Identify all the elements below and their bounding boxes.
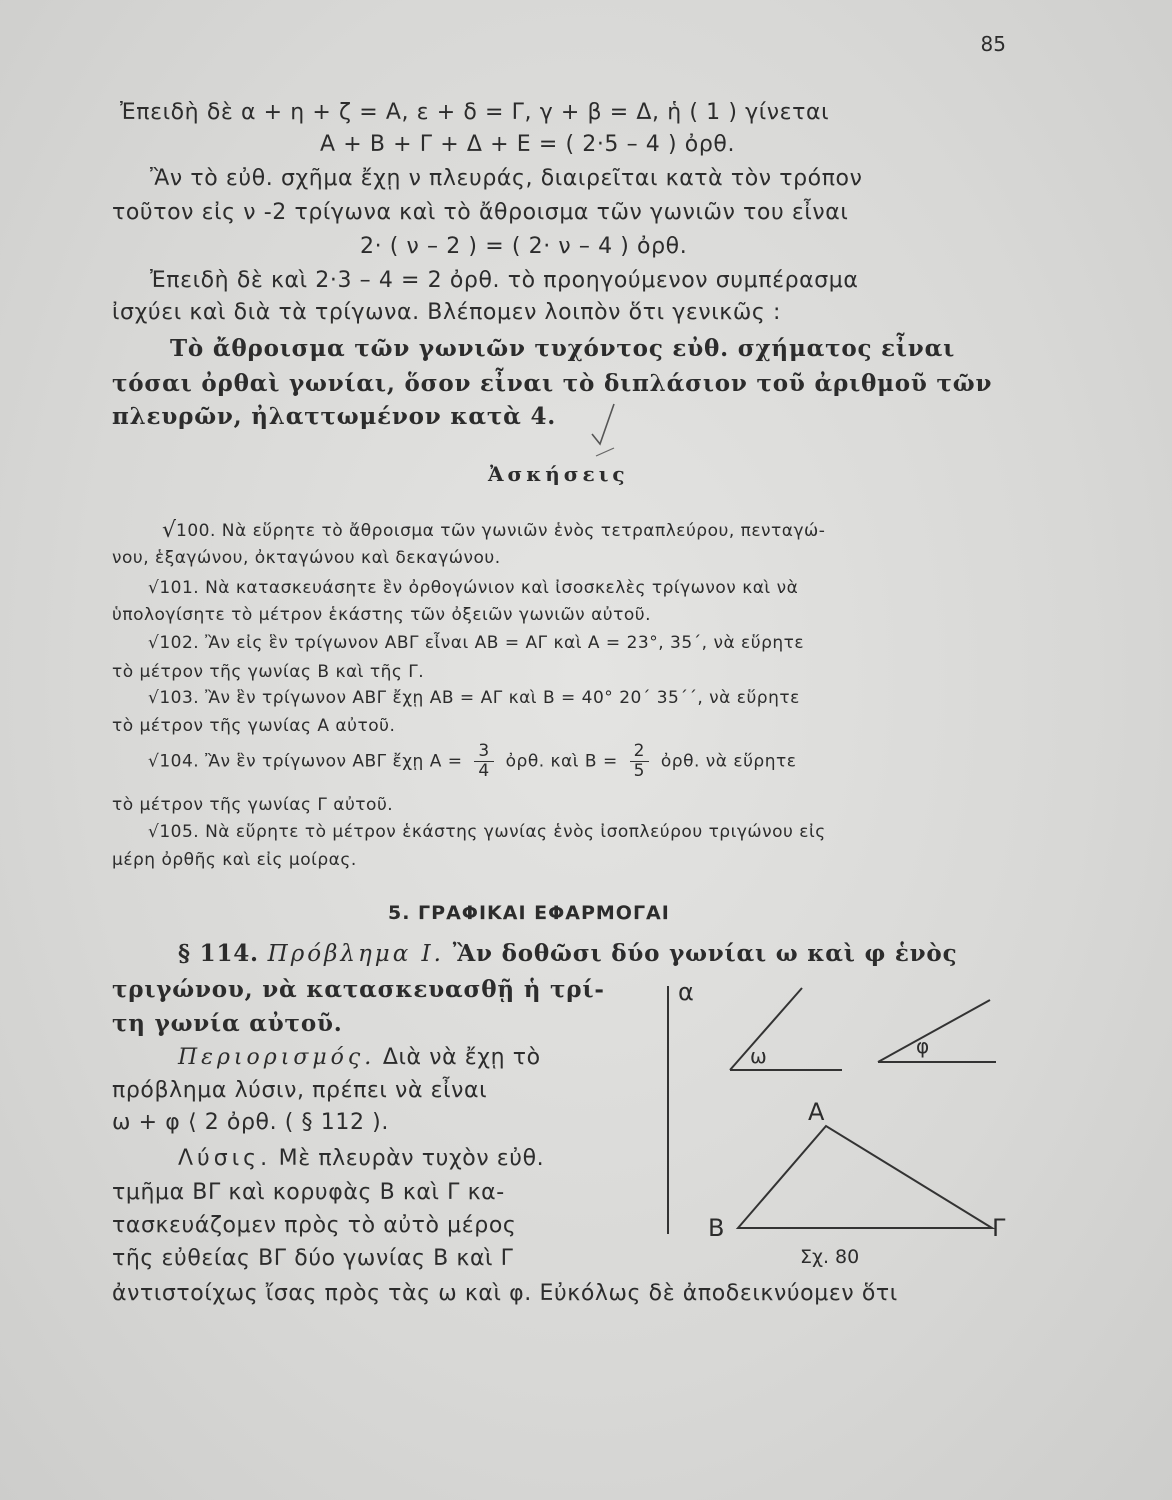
figure-caption: Σχ. 80 [800, 1246, 860, 1268]
text-line: ἀντιστοίχως ἴσας πρὸς τὰς ω καὶ φ. Εὐκόλως δὲ ἀποδεικνύομεν ὅτι [112, 1281, 898, 1306]
text-line: τῆς εὐθείας ΒΓ δύο γωνίας Β καὶ Γ [112, 1246, 514, 1271]
problem-text: Ἂν δοθῶσι δύο γωνίαι ω καὶ φ ἑνὸς [452, 940, 958, 967]
exercise-line: √105. Νὰ εὕρητε τὸ μέτρον ἑκάστης γωνίας ἑνὸς ἰσοπλεύρου τριγώνου εἰς [148, 822, 826, 842]
restriction-label: Περιορισμός. [178, 1045, 376, 1070]
theorem-line: τόσαι ὀρθαὶ γωνίαι, ὅσον εἶναι τὸ διπλάσιον τοῦ ἀριθμοῦ τῶν [112, 370, 993, 397]
fraction [630, 742, 649, 781]
problem-line: τη γωνία αὐτοῦ. [112, 1010, 343, 1037]
solution-text: Μὲ πλευρὰν τυχὸν εὐθ. [278, 1146, 545, 1171]
label-vertex-a: Α [808, 1098, 825, 1126]
section-heading: 5. ΓΡΑΦΙΚΑΙ ΕΦΑΡΜΟΓΑΙ [388, 902, 670, 924]
exercise-line: ὑπολογίσητε τὸ μέτρον ἑκάστης τῶν ὀξειῶν γωνιῶν αὐτοῦ. [112, 605, 652, 625]
exercise-line: τὸ μέτρον τῆς γωνίας Α αὐτοῦ. [112, 716, 396, 736]
label-alpha: α [678, 978, 694, 1006]
fraction-numerator: 3 [474, 742, 493, 762]
problem-line [178, 940, 957, 967]
formula-line: 2· ( ν – 2 ) = ( 2· ν – 4 ) ὀρθ. [360, 234, 688, 259]
exercises-heading: Ἀσκήσεις [488, 462, 629, 486]
problem-label: Πρόβλημα Ι. [267, 941, 444, 967]
page-number: 85 [980, 32, 1006, 56]
formula-line: Α + Β + Γ + Δ + Ε = ( 2·5 – 4 ) ὀρθ. [320, 132, 736, 157]
fraction-denominator: 4 [478, 761, 490, 781]
checkmark-icon [588, 398, 618, 458]
fraction [474, 742, 493, 781]
exercise-line: τὸ μέτρον τῆς γωνίας Γ αὐτοῦ. [112, 795, 394, 815]
label-phi: φ [916, 1034, 930, 1058]
exercise-text: ὀρθ. νὰ εὕρητε [660, 751, 797, 772]
triangle-abg [738, 1126, 992, 1228]
exercise-line [148, 742, 796, 781]
label-vertex-b: Β [708, 1214, 725, 1242]
fraction-numerator: 2 [630, 742, 649, 762]
exercise-line: τὸ μέτρον τῆς γωνίας Β καὶ τῆς Γ. [112, 662, 425, 682]
text-line: Ἐπειδὴ δὲ α + η + ζ = Α, ε + δ = Γ, γ + β = Δ, ἡ ( 1 ) γίνεται [120, 100, 830, 125]
text-line: τμῆμα ΒΓ καὶ κορυφὰς Β καὶ Γ κα- [112, 1180, 505, 1205]
text-line: ω + φ ⟨ 2 ὀρθ. ( § 112 ). [112, 1110, 389, 1135]
checkmark-icon: √ [162, 518, 177, 543]
geometry-figure [660, 978, 1020, 1278]
restriction-text: Διὰ νὰ ἔχῃ τὸ [382, 1045, 541, 1070]
text-line [178, 1045, 541, 1070]
exercise-line: √103. Ἂν ἓν τρίγωνον ΑΒΓ ἔχῃ ΑΒ = ΑΓ καὶ Β = 40° 20΄ 35΄΄, νὰ εὕρητε [148, 688, 800, 708]
exercise-text: ὀρθ. καὶ Β = [505, 751, 618, 772]
exercise-line: 100. Νὰ εὕρητε τὸ ἄθροισμα τῶν γωνιῶν ἑνὸς τετραπλεύρου, πενταγώ- [176, 521, 826, 541]
angle-phi-arm [878, 1000, 990, 1062]
problem-number: § 114. [178, 940, 259, 967]
exercise-line: νου, ἑξαγώνου, ὀκταγώνου καὶ δεκαγώνου. [112, 548, 501, 568]
exercise-line: √102. Ἂν εἰς ἓν τρίγωνον ΑΒΓ εἶναι ΑΒ = ΑΓ καὶ Α = 23°, 35΄, νὰ εὕρητε [148, 633, 805, 653]
text-line: Ἐπειδὴ δὲ καὶ 2·3 – 4 = 2 ὀρθ. τὸ προηγούμενον συμπέρασμα [150, 268, 859, 293]
text-line: ἰσχύει καὶ διὰ τὰ τρίγωνα. Βλέπομεν λοιπὸν ὅτι γενικῶς : [112, 300, 781, 325]
theorem-line: Τὸ ἄθροισμα τῶν γωνιῶν τυχόντος εὐθ. σχήματος εἶναι [170, 335, 955, 362]
fraction-denominator: 5 [633, 761, 645, 781]
solution-label: Λύσις. [178, 1146, 272, 1171]
text-line: πρόβλημα λύσιν, πρέπει νὰ εἶναι [112, 1078, 488, 1103]
exercise-text: √104. Ἂν ἓν τρίγωνον ΑΒΓ ἔχῃ Α = [148, 751, 463, 772]
label-vertex-g: Γ [992, 1214, 1006, 1242]
text-line: τοῦτον εἰς ν -2 τρίγωνα καὶ τὸ ἄθροισμα τῶν γωνιῶν του εἶναι [112, 200, 849, 225]
label-omega: ω [750, 1044, 767, 1068]
exercise-line: μέρη ὀρθῆς καὶ εἰς μοίρας. [112, 850, 357, 870]
problem-line: τριγώνου, νὰ κατασκευασθῇ ἡ τρί- [112, 976, 605, 1003]
text-line [178, 1146, 544, 1171]
text-line: Ἂν τὸ εὐθ. σχῆμα ἔχῃ ν πλευράς, διαιρεῖται κατὰ τὸν τρόπον [150, 166, 863, 191]
text-line: τασκευάζομεν πρὸς τὸ αὐτὸ μέρος [112, 1213, 517, 1238]
exercise-line: √101. Νὰ κατασκευάσητε ἓν ὀρθογώνιον καὶ ἰσοσκελὲς τρίγωνον καὶ νὰ [148, 578, 799, 598]
theorem-line: πλευρῶν, ἠλαττωμένον κατὰ 4. [112, 403, 557, 430]
